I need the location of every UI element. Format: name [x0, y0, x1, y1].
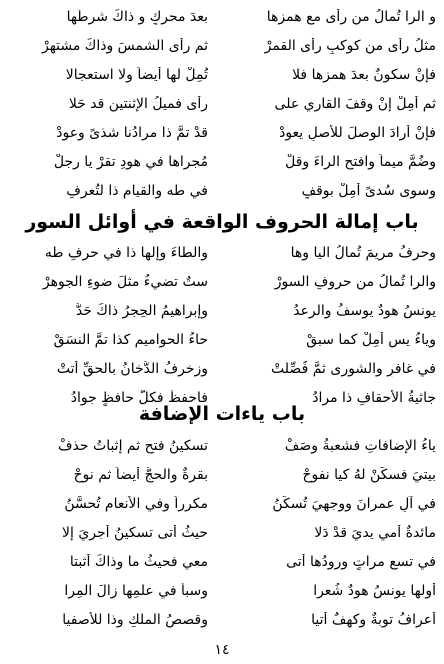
verse-left-hemistich: والطاءَ وإلها ذا في حرفِ طه: [44, 244, 208, 261]
verse-row: [8, 176, 436, 205]
verse-right-hemistich: وحرفُ مريمَ تُمالُ اليا وها: [290, 244, 436, 261]
verse-row: [8, 89, 436, 118]
verse-left-hemistich: حيثُ أتى تسكينُ أجريَ إلا: [62, 524, 208, 541]
verse-right-hemistich: في آلِ عمرانَ ووجهيَ تُسكَّنُ: [272, 495, 436, 512]
verse-left-hemistich: وزخرفُ الدُّخانُ بالحقِّ أتتْ: [56, 360, 208, 377]
verse-right-hemistich: و الرا تُمالُ من رأى مع همزها: [266, 8, 436, 25]
verse-row: [8, 354, 436, 383]
section-heading-imala: باب إمالة الحروف الواقعة في أوائل السور: [25, 211, 419, 233]
verse-row: [8, 518, 436, 547]
verse-left-hemistich: ستٌ تضيءُ مثلَ ضوءِ الجوهرْ: [42, 273, 208, 290]
verse-left-hemistich: فاحفظْ فكلُّ حافظٍ جوادُ: [70, 389, 208, 406]
verse-left-hemistich: وإبراهيمُ الحِجرُ ذاكَ حَدُّ: [75, 302, 208, 319]
verse-right-hemistich: وضُمَّ ميماً وافتحِ الراءَ وقلْ: [285, 153, 436, 170]
section-heading-idafa: باب ياءات الإضافة: [138, 403, 306, 425]
verse-left-hemistich: ثم رأى الشمسَ وذاكَ مشتهرْ: [41, 37, 208, 54]
verse-right-hemistich: في غافرٍ والشورى ثمَّ فُصِّلتْ: [271, 360, 436, 377]
verse-row: [8, 296, 436, 325]
verse-row: [8, 118, 436, 147]
verse-left-hemistich: بعدَ محركٍ و ذاكَ شرطُها: [66, 8, 208, 25]
verse-right-hemistich: فإنْ أرادَ الوصلَ للأصلِ يعودْ: [279, 124, 436, 141]
verse-left-hemistich: معي فحيثُ ما وذاكَ أثبتا: [69, 553, 208, 570]
verse-right-hemistich: يونسُ هودٌ يوسفُ والرعدُ: [293, 302, 436, 319]
verse-left-hemistich: مكرراً وفي الأنعامِ تُحسَّنُ: [64, 495, 208, 512]
verse-right-hemistich: جاثيةُ الأحقافِ ذا مرادُ: [312, 389, 436, 406]
verse-row: [8, 31, 436, 60]
verse-left-hemistich: وسبأ في علمِها زالَ المِرا: [64, 582, 208, 599]
verse-right-hemistich: مثلُ رأى من كوكبٍ رأى القمرْ: [264, 37, 436, 54]
verse-row: [8, 60, 436, 89]
verse-row: [8, 489, 436, 518]
verse-right-hemistich: أعرافُ توبةٌ وكهفٌ أتيا: [311, 611, 436, 628]
verse-right-hemistich: أولها يونسُ هودٌ شُعرا: [313, 582, 436, 599]
verse-left-hemistich: رأى فميلُ الإثنتينِ قد حَلا: [68, 95, 208, 112]
verse-row: [8, 576, 436, 605]
verse-left-hemistich: قدْ تمَّ ذا مرادُنا شذىً وعودْ: [56, 124, 208, 141]
verse-left-hemistich: وقصصُ الملكِ وذا للأصفيا: [62, 611, 208, 628]
verse-row: [8, 147, 436, 176]
verse-left-hemistich: مُجراها في هودِ تقرْ يا رجلْ: [53, 153, 208, 170]
verse-left-hemistich: تُمِلْ لها أيضاً ولا استعجالا: [65, 66, 208, 83]
verse-right-hemistich: في تسعِ مراتٍ ورودُها أتى: [286, 553, 436, 570]
verse-right-hemistich: فإنْ سكونٌ بعدَ همزها فلا: [292, 66, 436, 83]
verse-left-hemistich: في طه والقيامِ ذا لتُعرفِ: [66, 182, 208, 199]
verse-right-hemistich: وياءُ يس أمِلْ كما سبقْ: [306, 331, 436, 348]
verse-row: [8, 267, 436, 296]
verse-row: [8, 238, 436, 267]
verse-left-hemistich: تسكينُ فتحٍ ثم إثباتُ حذفْ: [58, 437, 208, 454]
verse-row: [8, 2, 436, 31]
verse-left-hemistich: حاءُ الحواميمِ كذا تمَّ النسَقْ: [53, 331, 208, 348]
verse-row: [8, 431, 436, 460]
page-number: ١٤: [214, 642, 230, 658]
verse-row: [8, 325, 436, 354]
verse-row: [8, 460, 436, 489]
verse-right-hemistich: ياءُ الإضافاتِ فشعبةُ وصَفْ: [284, 437, 436, 454]
verse-row: [8, 605, 436, 634]
verse-right-hemistich: ثم أمِلْ إنْ وقفَ القاري على: [274, 95, 436, 112]
verse-right-hemistich: مائدةٌ أمي يديَ قدْ دَلا: [314, 524, 436, 541]
poem-section-1: [8, 2, 436, 205]
poem-section-2: [8, 238, 436, 412]
poem-section-3: [8, 431, 436, 634]
verse-left-hemistich: بقرةٌ والحجُّ أيضاً ثم نوحْ: [73, 466, 208, 483]
verse-right-hemistich: بيتيَ فسكِّنْ لهُ كيا نفوحْ: [302, 466, 436, 483]
verse-right-hemistich: وسوى سُدىً أمِلْ بوقفٍ: [301, 182, 436, 199]
verse-right-hemistich: والرا تُمالُ من حروفِ السورْ: [274, 273, 436, 290]
verse-row: [8, 547, 436, 576]
